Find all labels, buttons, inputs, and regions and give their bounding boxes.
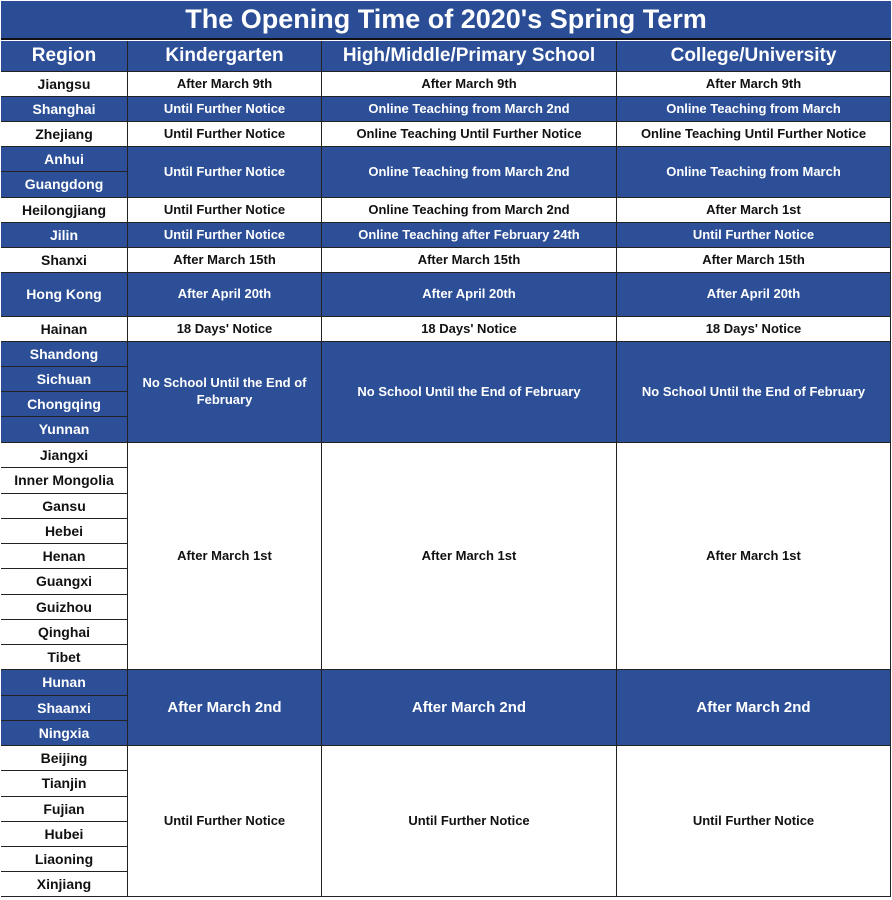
region-cell: Chongqing bbox=[1, 392, 128, 417]
college-cell: Online Teaching Until Further Notice bbox=[617, 122, 891, 147]
region-cell: Hong Kong bbox=[1, 273, 128, 317]
region-cell: Gansu bbox=[1, 494, 128, 519]
college-cell: No School Until the End of February bbox=[617, 342, 891, 443]
school-cell: After March 15th bbox=[322, 248, 617, 273]
region-cell: Beijing bbox=[1, 746, 128, 771]
region-cell: Guangxi bbox=[1, 569, 128, 595]
region-cell: Guizhou bbox=[1, 595, 128, 620]
region-cell: Shandong bbox=[1, 342, 128, 367]
region-cell: Sichuan bbox=[1, 367, 128, 392]
region-cell: Inner Mongolia bbox=[1, 468, 128, 494]
school-cell: After March 1st bbox=[322, 443, 617, 670]
kindergarten-cell: Until Further Notice bbox=[128, 198, 322, 223]
header-school: High/Middle/Primary School bbox=[322, 41, 617, 72]
school-cell: Online Teaching from March 2nd bbox=[322, 97, 617, 122]
kindergarten-cell: Until Further Notice bbox=[128, 122, 322, 147]
college-cell: After March 2nd bbox=[617, 670, 891, 746]
header-college: College/University bbox=[617, 41, 891, 72]
kindergarten-cell: Until Further Notice bbox=[128, 97, 322, 122]
region-cell: Jiangsu bbox=[1, 72, 128, 97]
college-cell: After March 1st bbox=[617, 198, 891, 223]
region-cell: Shanghai bbox=[1, 97, 128, 122]
region-cell: Shaanxi bbox=[1, 696, 128, 721]
school-cell: Online Teaching Until Further Notice bbox=[322, 122, 617, 147]
kindergarten-cell: After March 9th bbox=[128, 72, 322, 97]
region-cell: Shanxi bbox=[1, 248, 128, 273]
header-kindergarten: Kindergarten bbox=[128, 41, 322, 72]
region-cell: Jiangxi bbox=[1, 443, 128, 468]
school-cell: Until Further Notice bbox=[322, 746, 617, 897]
region-cell: Hebei bbox=[1, 519, 128, 544]
region-cell: Zhejiang bbox=[1, 122, 128, 147]
college-cell: After March 9th bbox=[617, 72, 891, 97]
kindergarten-cell: No School Until the End of February bbox=[128, 342, 322, 443]
college-cell: Online Teaching from March bbox=[617, 147, 891, 198]
region-cell: Heilongjiang bbox=[1, 198, 128, 223]
region-cell: Hunan bbox=[1, 670, 128, 696]
college-cell: Until Further Notice bbox=[617, 223, 891, 248]
college-cell: Online Teaching from March bbox=[617, 97, 891, 122]
region-cell: Jilin bbox=[1, 223, 128, 248]
school-cell: After April 20th bbox=[322, 273, 617, 317]
school-cell: Online Teaching from March 2nd bbox=[322, 198, 617, 223]
region-cell: Ningxia bbox=[1, 721, 128, 746]
kindergarten-cell: Until Further Notice bbox=[128, 746, 322, 897]
region-cell: Tibet bbox=[1, 645, 128, 670]
region-cell: Anhui bbox=[1, 147, 128, 172]
table-title: The Opening Time of 2020's Spring Term bbox=[1, 1, 891, 40]
region-cell: Yunnan bbox=[1, 417, 128, 443]
region-cell: Guangdong bbox=[1, 172, 128, 198]
kindergarten-cell: After April 20th bbox=[128, 273, 322, 317]
school-cell: After March 9th bbox=[322, 72, 617, 97]
school-cell: No School Until the End of February bbox=[322, 342, 617, 443]
header-region: Region bbox=[1, 41, 128, 72]
region-cell: Henan bbox=[1, 544, 128, 569]
region-cell: Liaoning bbox=[1, 847, 128, 872]
school-cell: 18 Days' Notice bbox=[322, 317, 617, 342]
college-cell: 18 Days' Notice bbox=[617, 317, 891, 342]
college-cell: Until Further Notice bbox=[617, 746, 891, 897]
region-cell: Hainan bbox=[1, 317, 128, 342]
kindergarten-cell: Until Further Notice bbox=[128, 147, 322, 198]
region-cell: Tianjin bbox=[1, 771, 128, 797]
region-cell: Fujian bbox=[1, 797, 128, 822]
kindergarten-cell: After March 15th bbox=[128, 248, 322, 273]
college-cell: After April 20th bbox=[617, 273, 891, 317]
region-cell: Hubei bbox=[1, 822, 128, 847]
school-cell: Online Teaching after February 24th bbox=[322, 223, 617, 248]
college-cell: After March 1st bbox=[617, 443, 891, 670]
school-cell: After March 2nd bbox=[322, 670, 617, 746]
kindergarten-cell: Until Further Notice bbox=[128, 223, 322, 248]
kindergarten-cell: After March 2nd bbox=[128, 670, 322, 746]
region-cell: Qinghai bbox=[1, 620, 128, 645]
region-cell: Xinjiang bbox=[1, 872, 128, 897]
kindergarten-cell: 18 Days' Notice bbox=[128, 317, 322, 342]
school-cell: Online Teaching from March 2nd bbox=[322, 147, 617, 198]
kindergarten-cell: After March 1st bbox=[128, 443, 322, 670]
college-cell: After March 15th bbox=[617, 248, 891, 273]
